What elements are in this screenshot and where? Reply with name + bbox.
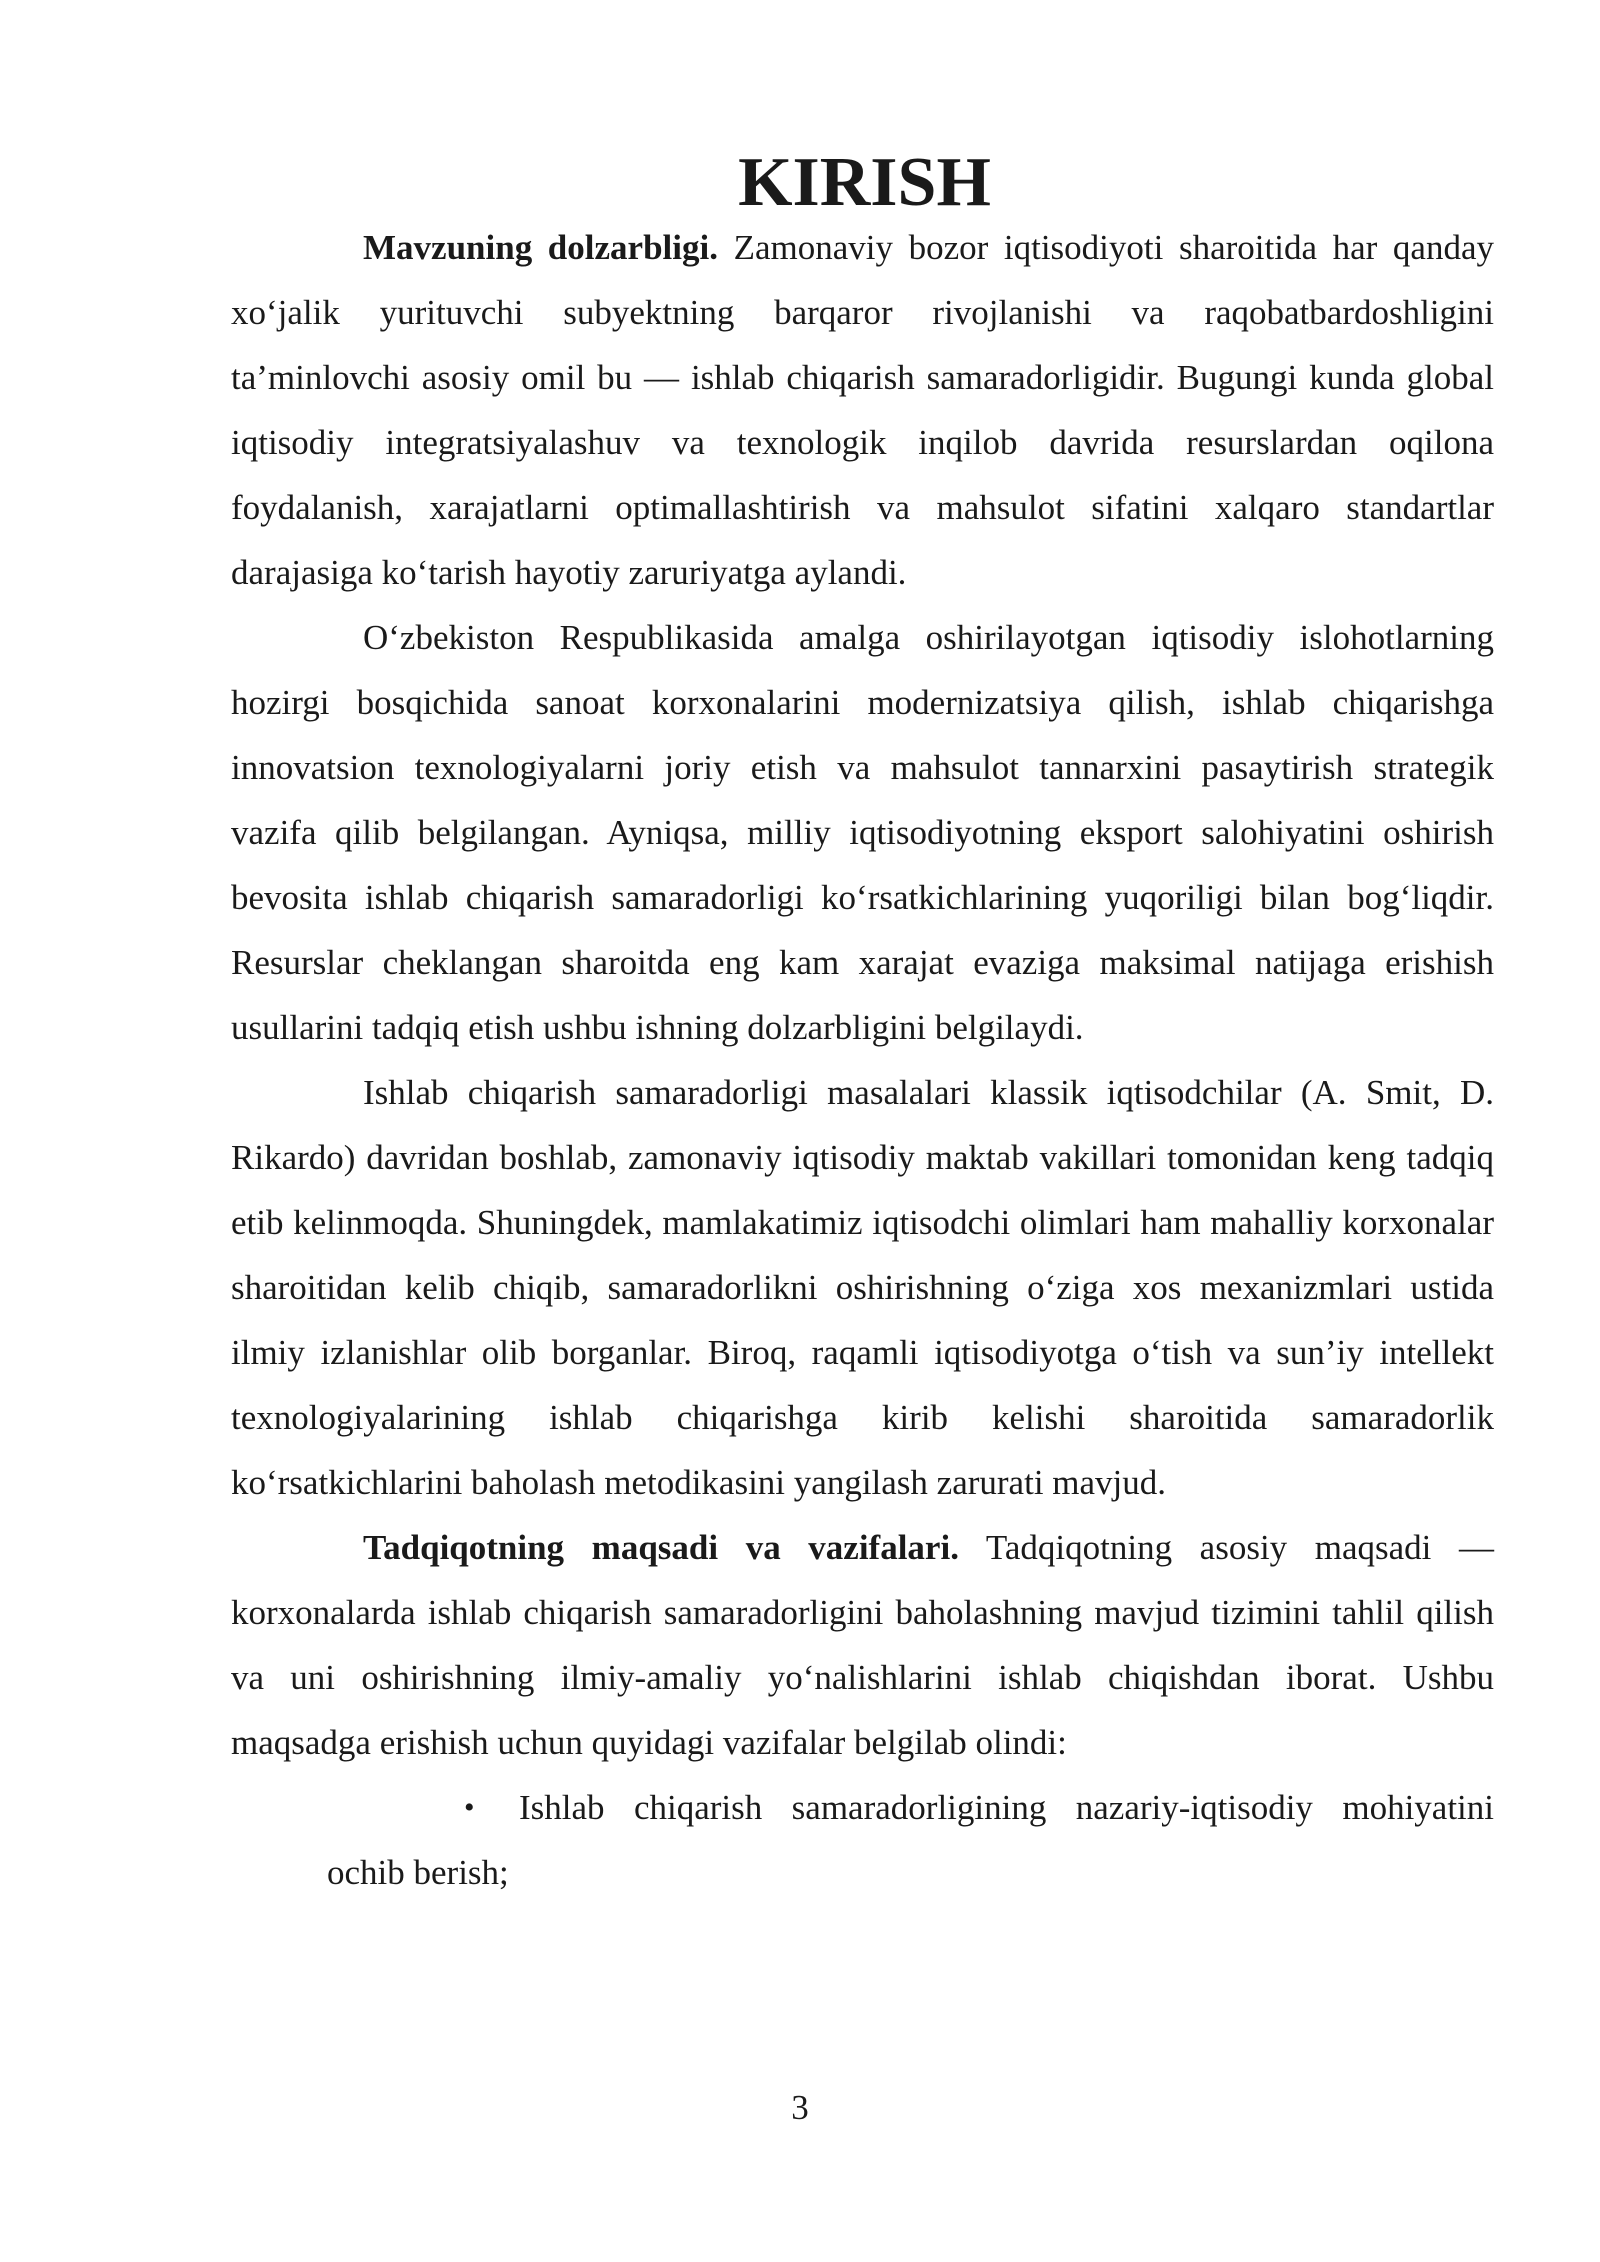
- paragraph-text: Tadqiqotning asosiy maqsadi — korxonalarda ishlab chiqarish samaradorligini baholashning mavjud tizimini tahlil qilish va uni oshirishning ilmiy-amaliy yo‘nalishlarini ishlab chiqishdan iborat. Ushbu maqsadga erishish uchun quyidagi vazifalar belgilab olindi:: [231, 1528, 1495, 1762]
- page-number: 3: [791, 2088, 809, 2127]
- list-item-text: Ishlab chiqarish samaradorligining nazariy-iqtisodiy mohiyatini ochib berish;: [327, 1788, 1494, 1892]
- paragraph-heading: Tadqiqotning maqsadi va vazifalari.: [363, 1528, 959, 1567]
- paragraph-reforms: [231, 605, 1494, 1060]
- document-page: [231, 144, 1495, 1905]
- paragraph-relevance: [231, 215, 1494, 605]
- list-item: [231, 1775, 1494, 1905]
- paragraph-text: O‘zbekiston Respublikasida amalga oshirilayotgan iqtisodiy islohotlarning hozirgi bosqichida sanoat korxonalarini modernizatsiya qilish, ishlab chiqarishga innovatsion texnologiyalarni joriy etish va mahsulot tannarxini pasaytirish strategik vazifa qilib belgilangan. Ayniqsa, milliy iqtisodiyotning eksport salohiyatini oshirish bevosita ishlab chiqarish samaradorligi ko‘rsatkichlarining yuqoriligi bilan bog‘liqdir. Resurslar cheklangan sharoitda eng kam xarajat evaziga maksimal natijaga erishish usullarini tadqiq etish ushbu ishning dolzarbligini belgilaydi.: [231, 618, 1494, 1047]
- paragraph-goals: [231, 1515, 1494, 1775]
- bullet-icon: •: [464, 1791, 475, 1824]
- paragraph-text: Ishlab chiqarish samaradorligi masalalari klassik iqtisodchilar (A. Smit, D. Rikardo) davridan boshlab, zamonaviy iqtisodiy maktab vakillari tomonidan keng tadqiq etib kelinmoqda. Shuningdek, mamlakatimiz iqtisodchi olimlari ham mahalliy korxonalar sharoitidan kelib chiqib, samaradorlikni oshirishning o‘ziga xos mexanizmlari ustida ilmiy izlanishlar olib borganlar. Biroq, raqamli iqtisodiyotga o‘tish va sun’iy intellekt texnologiyalarining ishlab chiqarishga kirib kelishi sharoitida samaradorlik ko‘rsatkichlarini baholash metodikasini yangilash zarurati mavjud.: [231, 1073, 1494, 1502]
- task-list: [231, 1775, 1494, 1905]
- paragraph-heading: Mavzuning dolzarbligi.: [363, 228, 718, 267]
- paragraph-literature: [231, 1060, 1494, 1515]
- document-title: KIRISH: [738, 144, 991, 221]
- paragraph-text: Zamonaviy bozor iqtisodiyoti sharoitida har qanday xo‘jalik yurituvchi subyektning barqaror rivojlanishi va raqobatbardoshligini ta’minlovchi asosiy omil bu — ishlab chiqarish samaradorligidir. Bugungi kunda global iqtisodiy integratsiyalashuv va texnologik inqilob davrida resurslardan oqilona foydalanish, xarajatlarni optimallashtirish va mahsulot sifatini xalqaro standartlar darajasiga ko‘tarish hayotiy zaruriyatga aylandi.: [231, 228, 1494, 592]
